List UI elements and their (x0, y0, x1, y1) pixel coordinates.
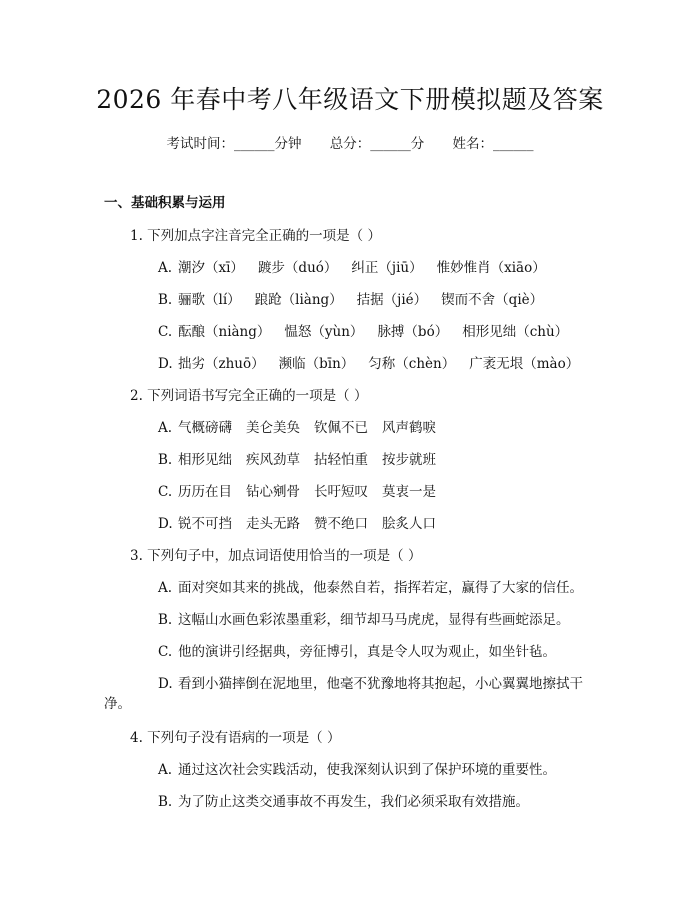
option-letter: D. (158, 356, 173, 372)
option-word: 拮据（jié） (356, 292, 428, 308)
option-letter: D. (158, 676, 173, 692)
option-word: 匀称（chèn） (368, 356, 456, 372)
option-word: 锐不可挡 (178, 516, 232, 532)
option-word: 疾风劲草 (246, 452, 300, 468)
question-3: 3. 下列句子中，加点词语使用恰当的一项是（ ） (130, 548, 422, 564)
option-text: 这幅山水画色彩浓墨重彩，细节却马马虎虎，显得有些画蛇添足。 (178, 612, 570, 628)
q3-option-d-continuation: 净。 (104, 696, 131, 712)
section-heading: 一、基础积累与运用 (104, 195, 226, 211)
option-word: 广袤无垠（mào） (469, 356, 580, 372)
option-word: 踱步（duó） (257, 260, 338, 276)
q1-option-b[interactable] (158, 288, 557, 308)
option-word: 风声鹤唳 (382, 420, 436, 436)
question-1: 1. 下列加点字注音完全正确的一项是（ ） (130, 228, 381, 244)
option-word: 长吁短叹 (314, 484, 368, 500)
score-label: 总分： (329, 136, 371, 152)
option-letter: D. (158, 516, 173, 532)
option-text: 他的演讲引经据典，旁征博引，真是令人叹为观止，如坐针毡。 (178, 644, 556, 660)
exam-score (330, 136, 429, 152)
exam-time (166, 136, 305, 152)
option-word: 愠怒（yùn） (284, 324, 364, 340)
name-blank[interactable]: ______ (493, 136, 534, 152)
option-letter: A. (158, 580, 173, 596)
q2-option-b[interactable] (158, 448, 450, 468)
option-word: 拙劣（zhuō） (178, 356, 265, 372)
time-label: 考试时间： (166, 136, 234, 152)
q3-option-c[interactable] (158, 640, 556, 660)
name-label: 姓名： (452, 136, 494, 152)
option-letter: C. (158, 644, 173, 660)
option-letter: B. (158, 794, 173, 810)
score-unit: 分 (410, 136, 425, 152)
q1-option-a[interactable] (158, 256, 560, 276)
option-word: 骊歌（lí） (178, 292, 241, 308)
option-letter: A. (158, 260, 173, 276)
option-word: 气概磅礴 (178, 420, 232, 436)
option-letter: B. (158, 292, 173, 308)
score-blank[interactable]: ______ (370, 136, 411, 152)
q1-option-c[interactable] (158, 320, 582, 340)
option-word: 脉搏（bó） (377, 324, 449, 340)
student-name (453, 136, 534, 152)
q2-option-c[interactable] (158, 480, 450, 500)
question-2: 2. 下列词语书写完全正确的一项是（ ） (130, 388, 368, 404)
exam-meta (0, 132, 700, 152)
option-word: 濒临（bīn） (278, 356, 355, 372)
option-word: 纠正（jiū） (351, 260, 423, 276)
option-word: 锲而不舍（qiè） (441, 292, 544, 308)
option-text: 通过这次社会实践活动，使我深刻认识到了保护环境的重要性。 (178, 762, 556, 778)
q3-option-a[interactable] (158, 576, 583, 596)
option-letter: C. (158, 324, 173, 340)
q4-option-a[interactable] (158, 758, 556, 778)
time-unit: 分钟 (274, 136, 302, 152)
q2-option-a[interactable] (158, 416, 450, 436)
option-text: 面对突如其来的挑战，他泰然自若，指挥若定，赢得了大家的信任。 (178, 580, 583, 596)
option-word: 相形见绌（chù） (462, 324, 569, 340)
option-word: 美仑美奂 (246, 420, 300, 436)
q4-option-b[interactable] (158, 790, 529, 810)
time-blank[interactable]: ______ (233, 136, 275, 152)
q1-option-d[interactable] (158, 352, 593, 372)
option-letter: A. (158, 420, 173, 436)
option-word: 赞不绝口 (314, 516, 368, 532)
q2-option-d[interactable] (158, 512, 450, 532)
q3-option-b[interactable] (158, 608, 570, 628)
option-letter: A. (158, 762, 173, 778)
option-letter: C. (158, 484, 173, 500)
option-word: 拈轻怕重 (314, 452, 368, 468)
option-letter: B. (158, 452, 173, 468)
option-word: 酝酿（niàng） (178, 324, 271, 340)
option-text: 为了防止这类交通事故不再发生，我们必须采取有效措施。 (178, 794, 529, 810)
option-word: 潮汐（xī） (178, 260, 244, 276)
option-word: 走头无路 (246, 516, 300, 532)
option-word: 钻心剜骨 (246, 484, 300, 500)
option-word: 相形见绌 (178, 452, 232, 468)
page-title: 2026 年春中考八年级语文下册模拟题及答案 (96, 85, 604, 114)
option-word: 惟妙惟肖（xiāo） (436, 260, 546, 276)
option-word: 踉跄（liàng） (254, 292, 343, 308)
option-word: 脍炙人口 (382, 516, 436, 532)
q3-option-d[interactable] (158, 672, 583, 692)
option-word: 历历在目 (178, 484, 232, 500)
option-word: 莫衷一是 (382, 484, 436, 500)
question-4: 4. 下列句子没有语病的一项是（ ） (130, 730, 341, 746)
option-text: 看到小猫摔倒在泥地里，他毫不犹豫地将其抱起，小心翼翼地擦拭干 (178, 676, 583, 692)
option-word: 按步就班 (382, 452, 436, 468)
option-word: 钦佩不已 (314, 420, 368, 436)
option-letter: B. (158, 612, 173, 628)
